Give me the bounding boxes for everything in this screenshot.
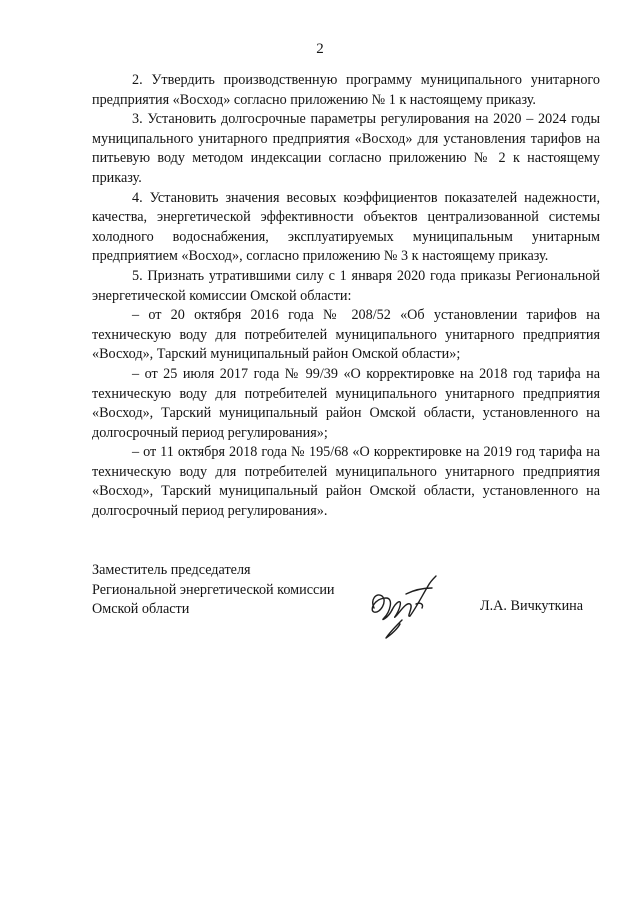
document-body [92, 71, 600, 522]
paragraph-item-4: 4. Установить значения весовых коэффициентов показателей надежности, качества, энергетической эффективности объектов централизованной системы холодного водоснабжения, эксплуатируемых муниципальным унитарным предприятием «Восход», согласно приложению № 3 к настоящему приказу. [92, 189, 600, 265]
signatory-title-line: Омской области [92, 601, 190, 618]
signatory-title-line: Заместитель председателя [92, 562, 251, 578]
handwritten-signature [366, 568, 438, 642]
page-number: 2 [316, 41, 324, 57]
repealed-order-1: – от 20 октября 2016 года № 208/52 «Об установлении тарифов на техническую воду для потребителей муниципального унитарного предприятия «Восход», Тарский муниципальный район Омской области»; [92, 307, 600, 363]
paragraph-item-3: 3. Установить долгосрочные параметры регулирования на 2020 – 2024 годы муниципального унитарного предприятия «Восход» для установления тарифов на питьевую воду методом индексации согласно приложению № 2 к настоящему приказу. [92, 111, 600, 186]
paragraph-item-2: 2. Утвердить производственную программу муниципального унитарного предприятия «Восход» согласно приложению № 1 к настоящему приказу. [92, 72, 600, 108]
signer-name: Л.А. Вичкуткина [480, 598, 584, 614]
paragraph-item-5: 5. Признать утратившими силу с 1 января 2020 года приказы Региональной энергетической комиссии Омской области: [92, 267, 600, 304]
signatory-title [92, 561, 392, 620]
repealed-order-3: – от 11 октября 2018 года № 195/68 «О корректировке на 2019 год тарифа на техническую воду для потребителей муниципального унитарного предприятия «Восход», Тарский муниципальный район Омской области, установленного на долгосрочный период регулирования». [92, 444, 600, 520]
signatory-title-line: Региональной энергетической комиссии [92, 581, 335, 598]
repealed-order-2: – от 25 июля 2017 года № 99/39 «О корректировке на 2018 год тарифа на техническую воду для потребителей муниципального унитарного предприятия «Восход», Тарский муниципальный район Омской области, установленного на долгосрочный период регулирования»; [92, 365, 600, 441]
